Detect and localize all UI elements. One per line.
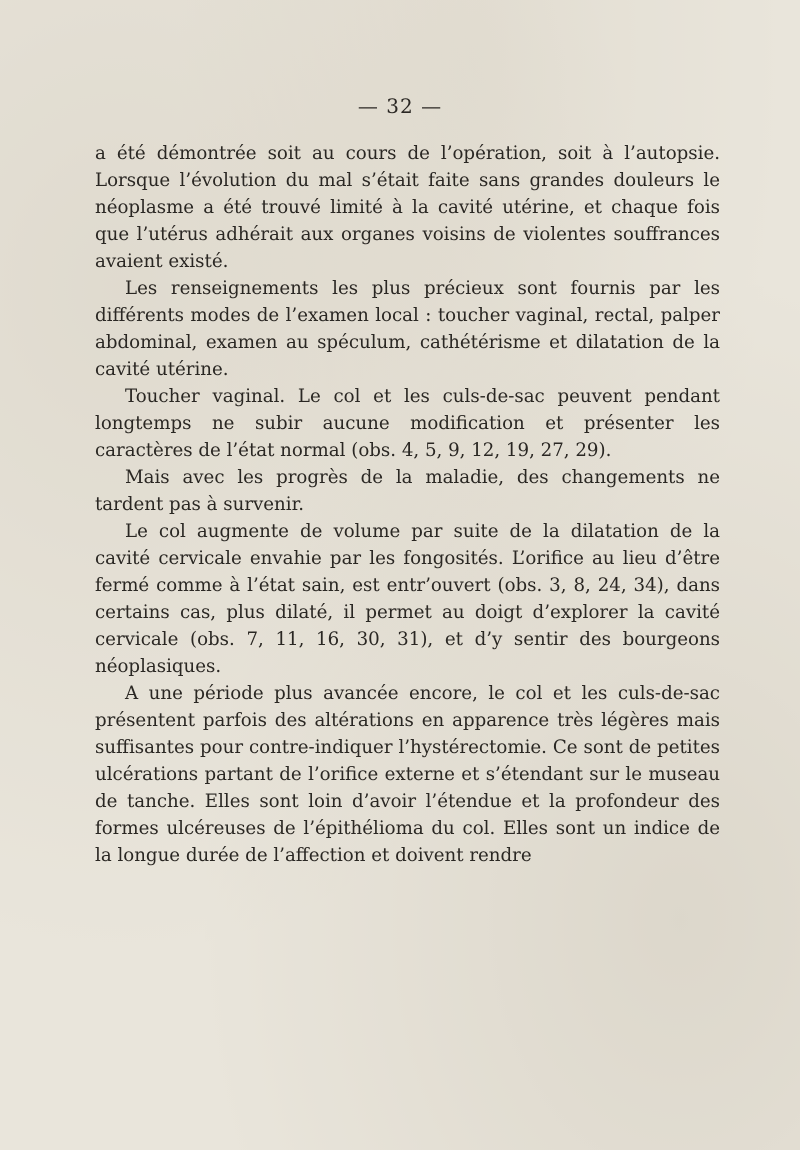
paragraph: Toucher vaginal. Le col et les culs-de-sac peuvent pendant longtemps ne subir aucune modification et présenter les caractères de l’état normal (obs. 4, 5, 9, 12, 19, 27, 29). bbox=[95, 386, 720, 461]
page-number: — 32 — bbox=[357, 94, 443, 118]
paragraph: Le col augmente de volume par suite de la dilatation de la cavité cervicale envahie par les fongosités. L’orifice au lieu d’être fermé comme à l’état sain, est entr’ouvert (obs. 3, 8, 24, 34), dans certains cas, plus dilaté, il permet au doigt d’explorer la cavité cervicale (obs. 7, 11, 16, 30, 31), et d’y sentir des bourgeons néoplasiques. bbox=[95, 521, 720, 677]
paragraph: Mais avec les progrès de la maladie, des changements ne tardent pas à survenir. bbox=[95, 467, 720, 515]
paragraph: a été démontrée soit au cours de l’opération, soit à l’autopsie. Lorsque l’évolution du mal s’était faite sans grandes douleurs le néoplasme a été trouvé limité à la cavité utérine, et chaque fois que l’utérus adhérait aux organes voisins de violentes souffrances avaient existé. bbox=[95, 143, 720, 272]
paragraph: A une période plus avancée encore, le col et les culs-de-sac présentent parfois des altérations en apparence très légères mais suffisantes pour contre-indiquer l’hystérectomie. Ce sont de petites ulcérations partant de l’orifice externe et s’étendant sur le museau de tanche. Elles sont loin d’avoir l’étendue et la profondeur des formes ulcéreuses de l’épithélioma du col. Elles sont un indice de la longue durée de l’affection et doivent rendre bbox=[95, 683, 720, 866]
paragraph: Les renseignements les plus précieux sont fournis par les différents modes de l’examen local : toucher vaginal, rectal, palper abdominal, examen au spéculum, cathétérisme et dilatation de la cavité utérine. bbox=[95, 278, 720, 380]
body-text bbox=[95, 140, 720, 869]
